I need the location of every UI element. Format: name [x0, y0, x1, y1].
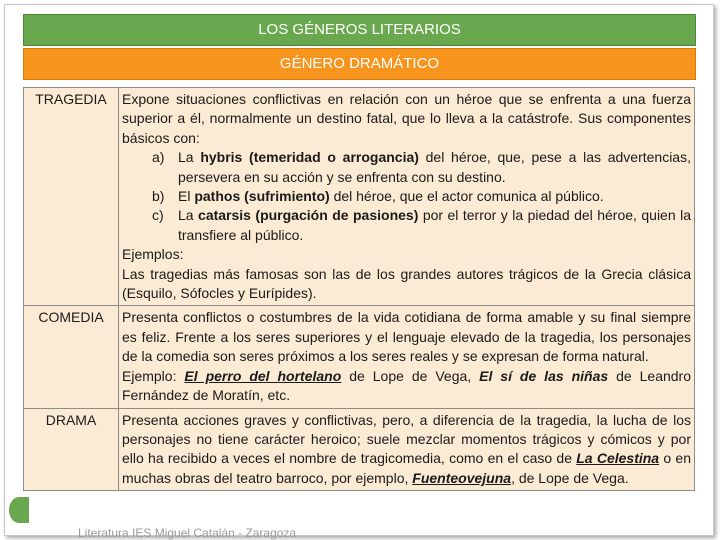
component-text: El — [178, 188, 195, 205]
tragedia-intro: Expone situaciones conflictivas en relación con un héroe que se enfrenta a una fuerza superior a él, normalmente un destino fatal, que lo lleva a la catástrofe. Sus componentes básicos con: — [122, 91, 691, 146]
genre-label-comedia: COMEDIA — [24, 306, 119, 408]
component-text: del héroe, que, pese a las advertencias, persevera en su acción y se enfrenta con su destino. — [178, 149, 691, 185]
comedia-example-text: de Leandro Fernández de Moratín, etc. — [122, 367, 691, 404]
genre-description-comedia — [119, 306, 695, 408]
list-marker: a) — [152, 149, 165, 166]
component-text: por el terror y la piedad del héroe, quien la transfiere al público. — [178, 207, 691, 243]
tragedia-components-list — [122, 148, 691, 245]
component-text: del héroe, que el actor comunica al público. — [329, 188, 604, 205]
component-text: La — [178, 207, 199, 224]
table-row-comedia — [24, 306, 695, 408]
drama-work-title: La Celestina — [576, 450, 660, 467]
drama-text: o en muchas obras del teatro barroco, por ejemplo, — [122, 450, 691, 486]
genre-label-tragedia: TRAGEDIA — [24, 88, 119, 306]
list-item — [152, 187, 691, 206]
slide-subtitle: GÉNERO DRAMÁTICO — [23, 48, 696, 80]
list-item — [152, 148, 691, 187]
list-marker: c) — [152, 207, 164, 224]
component-term: catarsis (purgación de pasiones) — [198, 207, 419, 224]
comedia-work-title: El perro del hortelano — [184, 367, 342, 384]
table-row-drama — [24, 408, 695, 491]
comedia-example-prefix: Ejemplo: — [122, 367, 185, 384]
footer-text: Literatura IES Miguel Catalán - Zaragoza — [78, 526, 297, 540]
drama-text: Presenta acciones graves y conflictivas, pero, a diferencia de la tragedia, la lucha de los personajes no tiene carácter heroico; suele mezclar momentos trágicos y cómicos y por ello ha recibido a veces el nombre de tragicomedia, como en el caso de — [122, 411, 691, 467]
genre-description-drama — [119, 408, 695, 491]
list-marker: b) — [152, 188, 165, 205]
comedia-text: Presenta conflictos o costumbres de la vida cotidiana de forma amable y su final siempre es feliz. Frente a los seres superiores y el lenguaje elevado de la tragedia, los personajes de la comedia son seres próximos a los seres reales y se expresan de forma natural. — [122, 309, 691, 365]
component-term: hybris (temeridad o arrogancia) — [200, 149, 419, 166]
genre-label-drama: DRAMA — [24, 408, 119, 491]
drama-text: , de Lope de Vega. — [511, 469, 629, 486]
component-text: La — [178, 149, 201, 166]
slide-marker-shape — [9, 497, 29, 523]
table-row-tragedia — [24, 88, 695, 306]
component-term: pathos (sufrimiento) — [194, 188, 330, 205]
list-item — [152, 206, 691, 245]
slide-title: LOS GÉNEROS LITERARIOS — [23, 14, 696, 46]
genres-table — [23, 87, 695, 491]
drama-work-title: Fuenteovejuna — [412, 469, 512, 486]
tragedia-examples: Las tragedias más famosas son las de los grandes autores trágicos de la Grecia clásica (Esquilo, Sófocles y Eurípides). — [122, 265, 691, 302]
comedia-work-title: El sí de las niñas — [479, 367, 609, 384]
genre-description-tragedia — [119, 88, 695, 306]
tragedia-examples-label: Ejemplos: — [122, 246, 184, 263]
comedia-example-text: de Lope de Vega, — [341, 367, 480, 384]
